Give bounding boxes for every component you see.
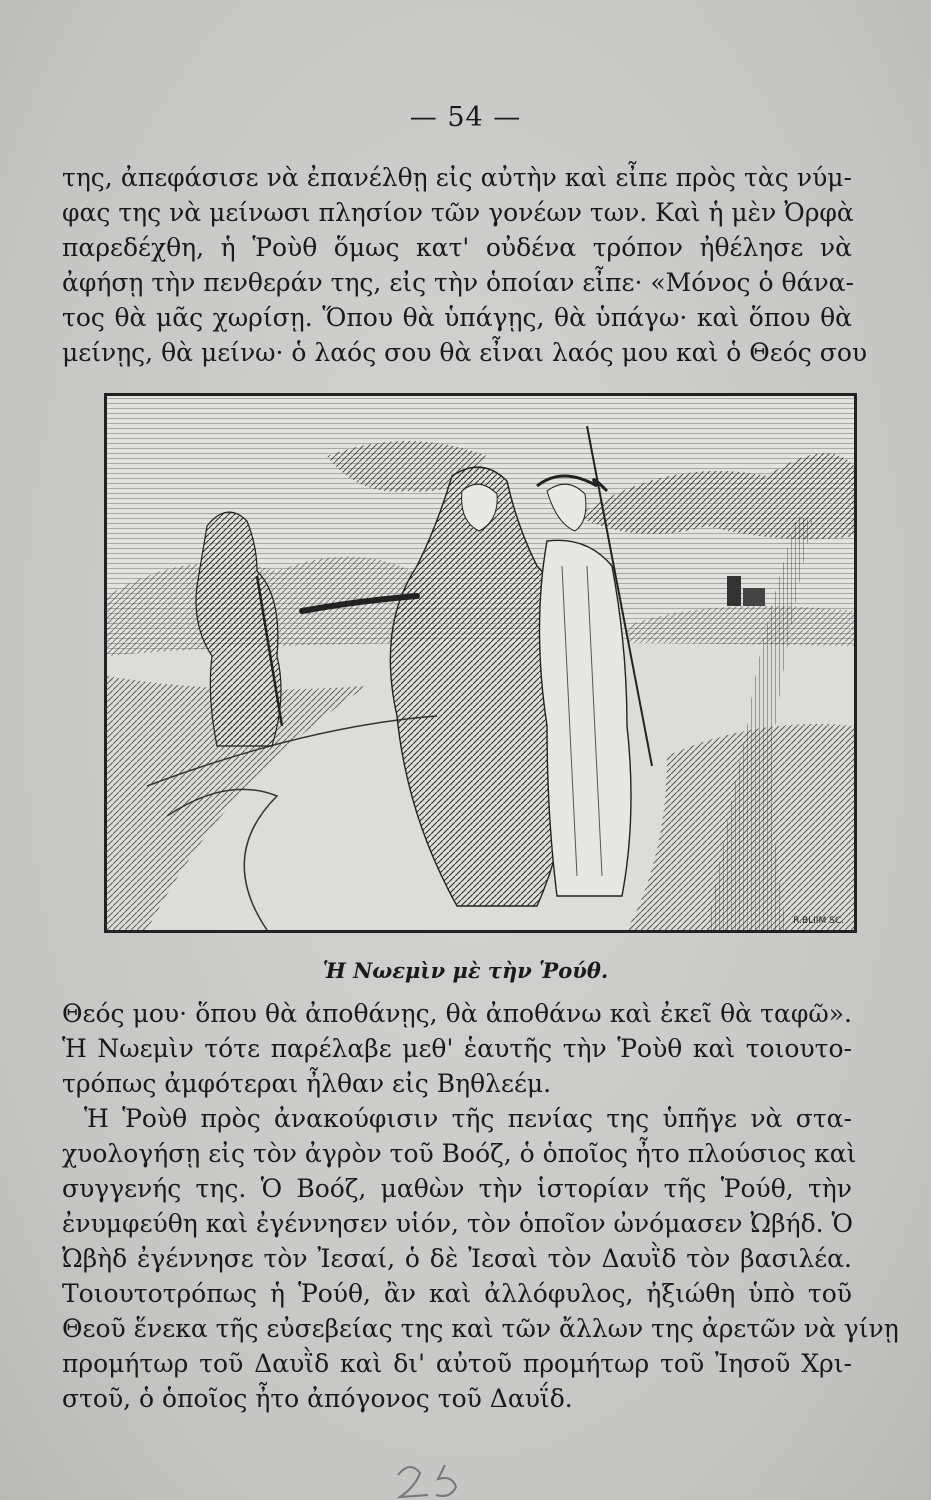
page-number: — 54 — xyxy=(409,102,522,133)
text-line: στοῦ, ὁ ὁποῖος ἦτο ἀπόγονος τοῦ Δαυΐδ. xyxy=(62,1384,573,1413)
text-line: Ἡ Νωεμὶν τότε παρέλαβε μεθ' ἑαυτῆς τὴν Ῥοὺθ καὶ τοιουτο- xyxy=(62,1034,852,1063)
text-line: τρόπως ἀμφότεραι ἦλθαν εἰς Βηθλεέμ. xyxy=(62,1069,552,1098)
engraver-signature: R.BLIIM SC. xyxy=(793,916,844,926)
text-line: προμήτωρ τοῦ Δαυῒδ καὶ δι' αὐτοῦ προμήτωρ τοῦ Ἰησοῦ Χρι- xyxy=(62,1349,852,1378)
text-line: χυολογήσῃ εἰς τὸν ἀγρὸν τοῦ Βοόζ, ὁ ὁποῖος ἦτο πλούσιος καὶ xyxy=(62,1139,857,1168)
pencil-mark xyxy=(390,1455,480,1500)
engraving-illustration xyxy=(104,393,857,933)
text-line: ἐνυμφεύθη καὶ ἐγέννησεν υἱόν, τὸν ὁποῖον ὠνόμασεν Ὠβήδ. Ὁ xyxy=(62,1209,854,1238)
engraving-scene xyxy=(107,396,854,930)
text-line: Ὠβὴδ ἐγέννησε τὸν Ἰεσαί, ὁ δὲ Ἰεσαὶ τὸν Δαυῒδ τὸν βασιλέα. xyxy=(62,1244,852,1273)
text-line: τος θὰ μᾶς χωρίσῃ. Ὅπου θὰ ὑπάγῃς, θὰ ὑπάγω· καὶ ὅπου θὰ xyxy=(62,303,852,332)
text-block-top xyxy=(62,160,868,370)
text-block-bottom xyxy=(62,996,899,1416)
illustration-caption: Ἡ Νωεμὶν μὲ τὴν Ῥούθ. xyxy=(322,958,609,983)
text-line: παρεδέχθη, ἡ Ῥοὺθ ὅμως κατ' οὐδένα τρόπον ἠθέλησε νὰ xyxy=(62,233,852,262)
text-line: Θεός μου· ὅπου θὰ ἀποθάνῃς, θὰ ἀποθάνω καὶ ἐκεῖ θὰ ταφῶ». xyxy=(62,999,852,1028)
text-line: Ἡ Ῥοὺθ πρὸς ἀνακούφισιν τῆς πενίας της ὑπῆγε νὰ στα- xyxy=(84,1104,852,1133)
text-line: Τοιουτοτρόπως ἡ Ῥούθ, ἂν καὶ ἀλλόφυλος, ἠξιώθη ὑπὸ τοῦ xyxy=(62,1279,852,1308)
text-line: της, ἀπεφάσισε νὰ ἐπανέλθῃ εἰς αὐτὴν καὶ εἶπε πρὸς τὰς νύμ- xyxy=(62,163,852,192)
text-line: συγγενής της. Ὁ Βοόζ, μαθὼν τὴν ἱστορίαν τῆς Ῥούθ, τὴν xyxy=(62,1174,852,1203)
text-line: μείνῃς, θὰ μείνω· ὁ λαός σου θὰ εἶναι λαός μου καὶ ὁ Θεός σου xyxy=(62,338,868,367)
text-line: φας της νὰ μείνωσι πλησίον τῶν γονέων των. Καὶ ἡ μὲν Ὀρφὰ xyxy=(62,198,854,227)
text-line: ἀφήσῃ τὴν πενθεράν της, εἰς τὴν ὁποίαν εἶπε· «Μόνος ὁ θάνα- xyxy=(62,268,854,297)
text-line: Θεοῦ ἕνεκα τῆς εὐσεβείας της καὶ τῶν ἄλλων της ἀρετῶν νὰ γίνῃ xyxy=(62,1314,899,1343)
